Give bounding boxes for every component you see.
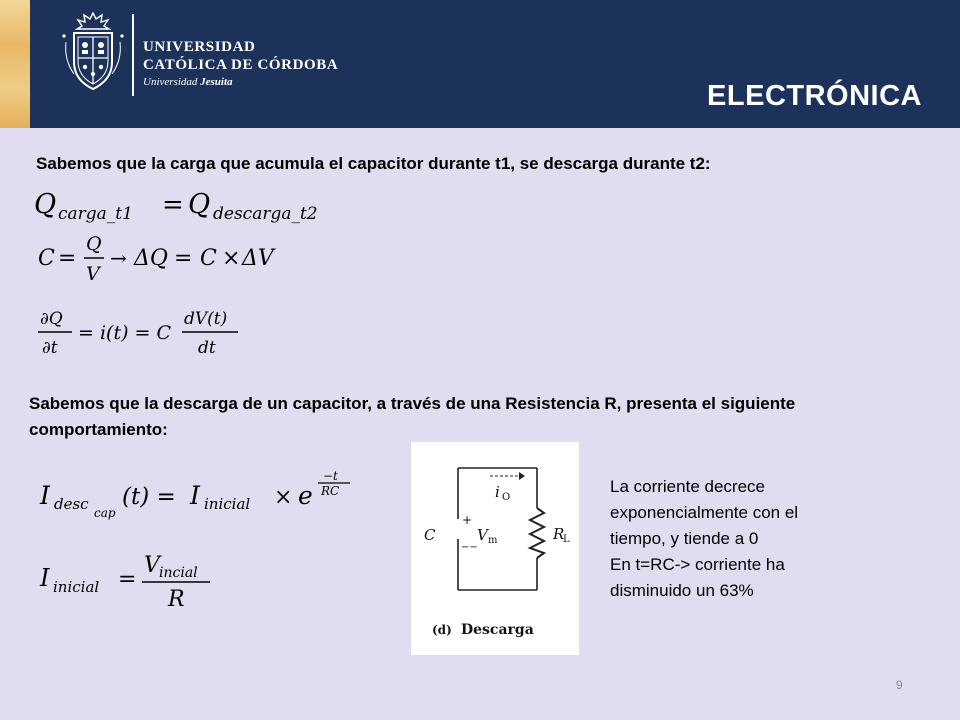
eq2-c-2: C: [200, 246, 217, 271]
eq5-i: I: [40, 564, 50, 592]
eq4-exp-den: RC: [321, 484, 340, 498]
eq5-denominator: R: [168, 587, 185, 612]
eq1-sub-right: descarga_t2: [213, 204, 318, 224]
eq3-denominator-right: dt: [198, 338, 216, 358]
discharge-circuit-figure: [411, 442, 579, 655]
eq2-delta-q: ΔQ: [134, 246, 168, 271]
current-sub: O: [502, 492, 511, 503]
voltage-label: V: [477, 526, 488, 544]
page-number: 9: [896, 678, 903, 692]
university-subtitle-a: Universidad: [143, 76, 198, 88]
current-arrow-head: [519, 472, 525, 480]
equation-current: [36, 305, 256, 363]
university-subtitle: [143, 76, 233, 88]
eq4-sub-2: inicial: [204, 495, 251, 513]
current-note: [610, 474, 860, 604]
resistor-label: R: [553, 525, 565, 543]
university-name-line1: UNIVERSIDAD: [143, 39, 256, 55]
capacitor-label: C: [424, 526, 436, 544]
note-line: tiempo, y tiende a 0: [610, 529, 759, 548]
paragraph-charge: Sabemos que la carga que acumula el capacitor durante t1, se descarga durante t2:: [36, 154, 711, 173]
eq2-times: ×: [222, 246, 241, 271]
logo-divider: [132, 14, 134, 96]
note-line: En t=RC-> corriente ha: [610, 555, 785, 574]
eq3-denominator-left: ∂t: [42, 338, 58, 358]
plus-sign: +: [462, 513, 473, 527]
caption-word: Descarga: [461, 622, 534, 638]
eq2-c: C: [38, 246, 55, 271]
eq2-equals-2: =: [174, 246, 193, 271]
minus-sign: −−: [461, 542, 478, 553]
eq4-times: ×: [274, 485, 293, 510]
university-name-line2: CATÓLICA DE CÓRDOBA: [143, 57, 339, 73]
eq3-numerator-left: ∂Q: [40, 309, 63, 329]
eq1-q: Q: [34, 189, 57, 220]
eq4-sub: desc: [54, 495, 89, 513]
eq2-numerator: Q: [86, 233, 102, 255]
eq2-arrow: →: [110, 246, 127, 270]
eq3-middle: = i(t) = C: [78, 322, 172, 344]
resistor-zigzag: [530, 508, 544, 558]
eq5-numerator: V: [144, 553, 160, 578]
course-title: ELECTRÓNICA: [707, 80, 922, 112]
eq4-e: e: [298, 481, 313, 510]
eq5-sub: inicial: [53, 578, 100, 596]
eq5-numerator-sub: incial: [159, 565, 198, 581]
equation-initial-current: [38, 550, 238, 612]
university-subtitle-b: Jesuita: [200, 76, 233, 88]
paragraph-discharge: Sabemos que la descarga de un capacitor, a través de una Resistencia R, presenta el siguiente comportamiento:: [29, 394, 796, 439]
voltage-sub: m: [488, 535, 498, 546]
eq4-arg: (t) =: [122, 484, 176, 510]
eq4-i: I: [40, 481, 50, 510]
university-crest-icon: [62, 12, 124, 92]
circuit-diagram: [411, 442, 579, 655]
eq2-equals: =: [58, 246, 77, 271]
eq1-sub-left: carga_t1: [58, 204, 133, 224]
eq4-i-2: I: [190, 481, 200, 510]
note-line: disminuido un 63%: [610, 581, 754, 600]
caption-letter: (d): [432, 623, 452, 637]
university-name: [143, 38, 338, 74]
eq1-equals: =: [162, 190, 184, 220]
eq2-denominator: V: [86, 263, 100, 285]
equation-charge-balance: [30, 186, 370, 226]
header-bar: [0, 0, 960, 128]
eq4-exp-num: −t: [323, 469, 338, 483]
eq1-q-right: Q: [188, 189, 211, 220]
equation-discharge-current: [38, 464, 368, 522]
equation-capacitance: [34, 230, 294, 288]
resistor-sub: L: [563, 534, 570, 545]
note-line: La corriente decrece: [610, 477, 765, 496]
accent-strip: [0, 0, 30, 128]
eq4-subsub: cap: [94, 506, 116, 520]
current-label: i: [495, 483, 500, 501]
note-line: exponencialmente con el: [610, 503, 799, 522]
eq5-equals: =: [118, 567, 137, 592]
eq3-numerator-right: dV(t): [184, 309, 228, 329]
eq2-delta-v: ΔV: [242, 246, 274, 271]
